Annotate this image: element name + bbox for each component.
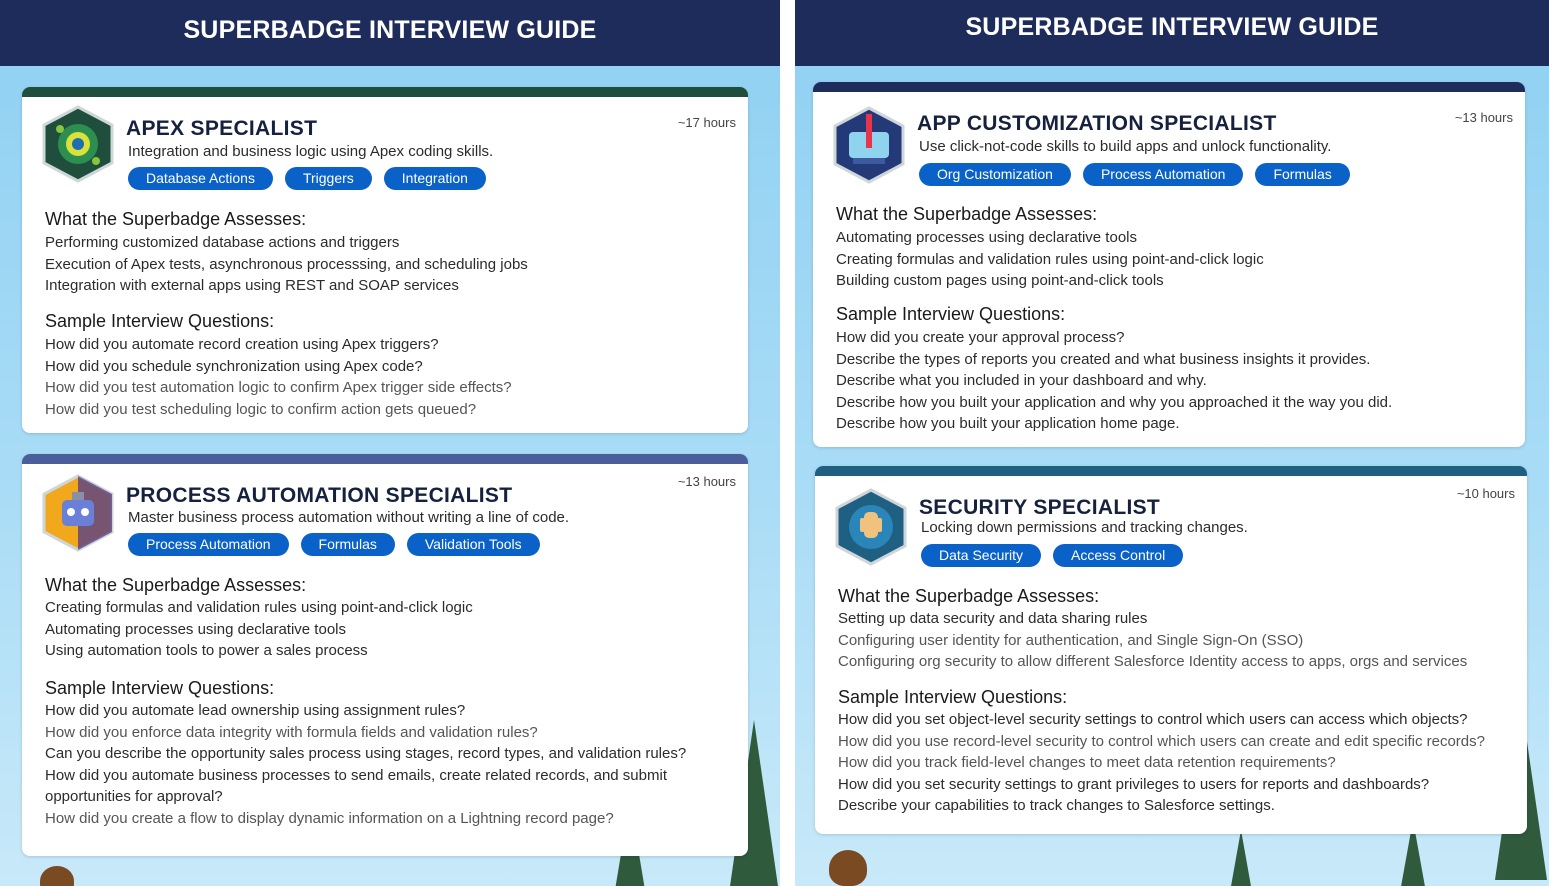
assesses-list — [45, 232, 738, 297]
duration-label: ~13 hours — [677, 474, 736, 489]
tag-integration[interactable]: Integration — [384, 167, 486, 190]
list-item: How did you set security settings to grant privileges to users for reports and dashboards? — [838, 775, 1430, 793]
questions-heading: Sample Interview Questions: — [45, 311, 275, 331]
tag-data-security[interactable]: Data Security — [921, 544, 1041, 567]
tag-database-actions[interactable]: Database Actions — [128, 167, 273, 190]
card-accent-bar — [22, 87, 748, 97]
list-item: Building custom pages using point-and-click tools — [836, 272, 1164, 289]
list-item: How did you track field-level changes to meet data retention requirements? — [838, 754, 1336, 771]
list-item: Performing customized database actions and triggers — [45, 234, 400, 251]
assesses-list — [45, 597, 738, 662]
skill-tags — [919, 163, 1350, 186]
tag-org-customization[interactable]: Org Customization — [919, 163, 1071, 186]
card-subtitle: Master business process automation without writing a line of code. — [128, 509, 570, 526]
list-item: How did you create a flow to display dynamic information on a Lightning record page? — [45, 809, 614, 827]
card-subtitle: Integration and business logic using Apex coding skills. — [128, 143, 494, 160]
assesses-heading: What the Superbadge Assesses: — [838, 586, 1100, 606]
card-accent-bar — [22, 454, 748, 464]
card-subtitle: Use click-not-code skills to build apps and unlock functionality. — [919, 138, 1332, 155]
lightsaber-badge-icon — [833, 106, 905, 184]
list-item: Describe the types of reports you created and what business insights it provides. — [836, 350, 1371, 368]
list-item: Describe how you built your application home page. — [836, 415, 1180, 432]
assesses-heading: What the Superbadge Assesses: — [45, 209, 307, 229]
list-item: How did you test automation logic to confirm Apex trigger side effects? — [45, 379, 512, 396]
list-item: Automating processes using declarative tools — [836, 229, 1137, 246]
apex-specialist-card — [22, 87, 748, 433]
assesses-list — [836, 227, 1515, 292]
list-item: opportunities for approval? — [45, 788, 223, 805]
bear-mascot-icon — [829, 850, 867, 886]
list-item: How did you automate business processes to send emails, create related records, and submit — [45, 766, 667, 784]
process-automation-specialist-card — [22, 454, 748, 856]
list-item: How did you set object-level security settings to control which users can access which objects? — [838, 711, 1468, 728]
list-item: Automating processes using declarative tools — [45, 620, 346, 638]
card-title: APP CUSTOMIZATION SPECIALIST — [917, 112, 1277, 135]
questions-heading: Sample Interview Questions: — [836, 304, 1066, 324]
list-item: How did you schedule synchronization using Apex code? — [45, 357, 423, 375]
tag-formulas[interactable]: Formulas — [301, 533, 395, 556]
app-customization-specialist-card — [813, 82, 1525, 447]
list-item: How did you automate record creation using Apex triggers? — [45, 336, 439, 353]
skill-tags — [128, 533, 540, 556]
card-title: PROCESS AUTOMATION SPECIALIST — [126, 484, 513, 507]
list-item: Can you describe the opportunity sales process using stages, record types, and validation rules? — [45, 745, 687, 762]
assesses-heading: What the Superbadge Assesses: — [836, 204, 1098, 224]
list-item: How did you use record-level security to control which users can create and edit specific records? — [838, 732, 1485, 750]
guide-header: SUPERBADGE INTERVIEW GUIDE — [0, 0, 780, 66]
tag-triggers[interactable]: Triggers — [285, 167, 372, 190]
tag-process-automation[interactable]: Process Automation — [1083, 163, 1244, 186]
apex-badge-icon — [42, 105, 114, 183]
list-item: Setting up data security and data sharing rules — [838, 610, 1148, 627]
card-accent-bar — [813, 82, 1525, 92]
questions-list — [45, 700, 738, 829]
tag-access-control[interactable]: Access Control — [1053, 544, 1183, 567]
duration-label: ~13 hours — [1454, 110, 1513, 125]
duration-label: ~17 hours — [677, 115, 736, 130]
list-item: Describe how you built your application and why you approached it the way you did. — [836, 393, 1393, 411]
list-item: Configuring user identity for authentication, and Single Sign-On (SSO) — [838, 631, 1304, 649]
skill-tags — [128, 167, 486, 190]
tag-formulas[interactable]: Formulas — [1255, 163, 1349, 186]
robot-badge-icon — [42, 474, 114, 552]
guide-header: SUPERBADGE INTERVIEW GUIDE — [795, 0, 1549, 66]
hand-badge-icon — [835, 488, 907, 566]
card-title: SECURITY SPECIALIST — [919, 496, 1161, 519]
duration-label: ~10 hours — [1456, 486, 1515, 501]
list-item: Using automation tools to power a sales process — [45, 642, 368, 659]
list-item: Creating formulas and validation rules using point-and-click logic — [45, 599, 473, 616]
skill-tags — [921, 544, 1183, 567]
right-guide-panel — [795, 0, 1549, 886]
questions-list — [45, 334, 738, 420]
list-item: Creating formulas and validation rules using point-and-click logic — [836, 250, 1264, 268]
tree-icon — [1225, 830, 1257, 886]
list-item: How did you enforce data integrity with formula fields and validation rules? — [45, 723, 538, 741]
list-item: How did you automate lead ownership using assignment rules? — [45, 702, 466, 719]
list-item: Describe what you included in your dashboard and why. — [836, 372, 1207, 389]
list-item: How did you test scheduling logic to confirm action gets queued? — [45, 400, 477, 418]
card-accent-bar — [815, 466, 1527, 476]
card-title: APEX SPECIALIST — [126, 117, 318, 140]
security-specialist-card — [815, 466, 1527, 834]
list-item: How did you create your approval process? — [836, 329, 1125, 346]
list-item: Execution of Apex tests, asynchronous processsing, and scheduling jobs — [45, 255, 528, 273]
questions-list — [838, 709, 1517, 817]
list-item: Configuring org security to allow different Salesforce Identity access to apps, orgs and services — [838, 653, 1468, 670]
card-subtitle: Locking down permissions and tracking changes. — [921, 519, 1248, 536]
list-item: Integration with external apps using REST and SOAP services — [45, 277, 459, 294]
bear-mascot-icon — [40, 866, 74, 886]
list-item: Describe your capabilities to track changes to Salesforce settings. — [838, 797, 1275, 814]
assesses-list — [838, 608, 1517, 673]
questions-heading: Sample Interview Questions: — [838, 687, 1068, 707]
tag-validation-tools[interactable]: Validation Tools — [407, 533, 540, 556]
questions-list — [836, 327, 1515, 435]
tag-process-automation[interactable]: Process Automation — [128, 533, 289, 556]
questions-heading: Sample Interview Questions: — [45, 678, 275, 698]
assesses-heading: What the Superbadge Assesses: — [45, 575, 307, 595]
